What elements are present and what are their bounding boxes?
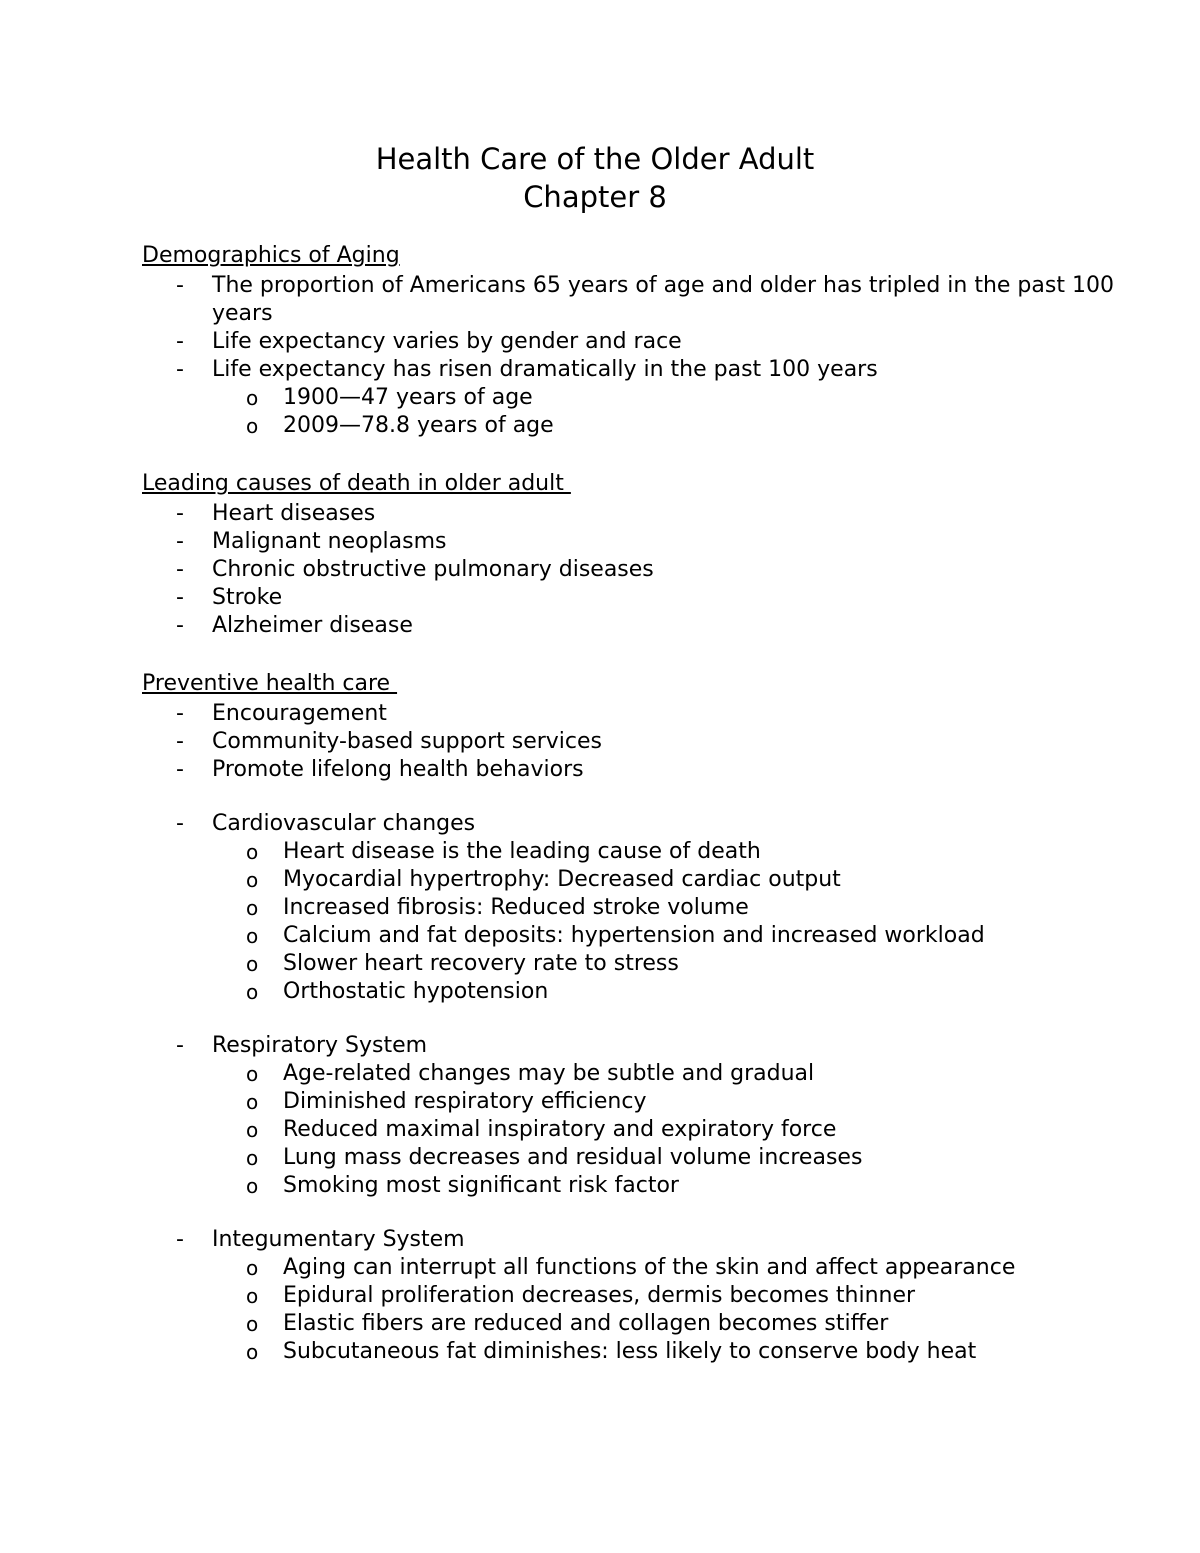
sub-list-item-text: Aging can interrupt all functions of the skin and affect appearance xyxy=(283,1255,1016,1280)
list-item-text: Malignant neoplasms xyxy=(212,529,447,554)
dash-bullet-icon: - xyxy=(176,357,184,382)
sub-list-item xyxy=(142,1172,1142,1200)
sub-list-item-text: Myocardial hypertrophy: Decreased cardiac output xyxy=(283,867,841,892)
dash-bullet-icon: - xyxy=(176,529,184,554)
circle-bullet-icon: o xyxy=(246,1146,259,1170)
dash-bullet-icon: - xyxy=(176,701,184,726)
circle-bullet-icon: o xyxy=(246,1174,259,1198)
sub-list-item xyxy=(142,412,1142,440)
dash-bullet-icon: - xyxy=(176,501,184,526)
list-item xyxy=(142,528,1142,556)
section-spacer xyxy=(142,640,1142,668)
sub-list-item xyxy=(142,1060,1142,1088)
list-item-text: Alzheimer disease xyxy=(212,613,413,638)
sub-list-item-text: Diminished respiratory efficiency xyxy=(283,1089,647,1114)
sub-list-item xyxy=(142,866,1142,894)
list-item-text: Chronic obstructive pulmonary diseases xyxy=(212,557,654,582)
sub-list-item-text: Smoking most significant risk factor xyxy=(283,1173,679,1198)
list-item-text: Life expectancy has risen dramatically in the past 100 years xyxy=(212,357,878,382)
title-block xyxy=(0,140,1190,216)
circle-bullet-icon: o xyxy=(246,414,259,438)
circle-bullet-icon: o xyxy=(246,1340,259,1364)
dash-bullet-icon: - xyxy=(176,585,184,610)
dash-bullet-icon: - xyxy=(176,811,184,836)
dash-bullet-icon: - xyxy=(176,1227,184,1252)
sub-list-item xyxy=(142,922,1142,950)
list-item-text: Cardiovascular changes xyxy=(212,811,476,836)
list-item xyxy=(142,500,1142,528)
circle-bullet-icon: o xyxy=(246,1118,259,1142)
section-heading: Preventive health care xyxy=(142,671,398,696)
sub-list-item xyxy=(142,1088,1142,1116)
sub-list-item xyxy=(142,1144,1142,1172)
list-item xyxy=(142,272,1142,328)
section-spacer xyxy=(142,440,1142,468)
dash-bullet-icon: - xyxy=(176,1033,184,1058)
list-item xyxy=(142,1226,1142,1254)
sub-list-item xyxy=(142,978,1142,1006)
list-item-text: Integumentary System xyxy=(212,1227,465,1252)
sub-list-item xyxy=(142,838,1142,866)
circle-bullet-icon: o xyxy=(246,1090,259,1114)
list-item xyxy=(142,584,1142,612)
sub-list-item-text: Subcutaneous fat diminishes: less likely to conserve body heat xyxy=(283,1339,977,1364)
sub-list-item-text: Heart disease is the leading cause of death xyxy=(283,839,761,864)
list-item xyxy=(142,700,1142,728)
sub-list-item-text: Reduced maximal inspiratory and expiratory force xyxy=(283,1117,837,1142)
list-item xyxy=(142,612,1142,640)
sub-list-item xyxy=(142,894,1142,922)
sub-list-item-text: Slower heart recovery rate to stress xyxy=(283,951,679,976)
list-item-text: The proportion of Americans 65 years of age and older has tripled in the past 100 years xyxy=(212,273,1114,326)
circle-bullet-icon: o xyxy=(246,896,259,920)
sub-list-item xyxy=(142,1338,1142,1366)
list-item-text: Promote lifelong health behaviors xyxy=(212,757,584,782)
list-item xyxy=(142,810,1142,838)
sub-list-item xyxy=(142,1310,1142,1338)
sub-list-item-text: 2009—78.8 years of age xyxy=(283,413,554,438)
sub-list-item-text: 1900—47 years of age xyxy=(283,385,533,410)
dash-bullet-icon: - xyxy=(176,757,184,782)
list-item xyxy=(142,728,1142,756)
dash-bullet-icon: - xyxy=(176,613,184,638)
sub-list-item xyxy=(142,1282,1142,1310)
list-spacer xyxy=(142,784,1142,810)
document-body xyxy=(142,240,1142,1366)
list-spacer xyxy=(142,1200,1142,1226)
circle-bullet-icon: o xyxy=(246,386,259,410)
sub-list-item-text: Increased fibrosis: Reduced stroke volume xyxy=(283,895,749,920)
dash-bullet-icon: - xyxy=(176,557,184,582)
list-item-text: Respiratory System xyxy=(212,1033,428,1058)
dash-bullet-icon: - xyxy=(176,273,184,298)
section-heading: Demographics of Aging xyxy=(142,243,400,268)
circle-bullet-icon: o xyxy=(246,952,259,976)
circle-bullet-icon: o xyxy=(246,1312,259,1336)
sub-list-item-text: Age-related changes may be subtle and gradual xyxy=(283,1061,815,1086)
circle-bullet-icon: o xyxy=(246,868,259,892)
sub-list-item-text: Epidural proliferation decreases, dermis becomes thinner xyxy=(283,1283,916,1308)
sub-list-item-text: Elastic fibers are reduced and collagen becomes stiffer xyxy=(283,1311,889,1336)
list-item xyxy=(142,1032,1142,1060)
list-item xyxy=(142,328,1142,356)
list-item-text: Community-based support services xyxy=(212,729,603,754)
circle-bullet-icon: o xyxy=(246,1284,259,1308)
bullet-list xyxy=(142,272,1142,440)
sub-list-item xyxy=(142,384,1142,412)
list-item xyxy=(142,356,1142,384)
section-heading: Leading causes of death in older adult xyxy=(142,471,571,496)
sub-list-item-text: Lung mass decreases and residual volume increases xyxy=(283,1145,863,1170)
list-item xyxy=(142,756,1142,784)
circle-bullet-icon: o xyxy=(246,1062,259,1086)
sub-list-item-text: Calcium and fat deposits: hypertension and increased workload xyxy=(283,923,985,948)
list-item-text: Encouragement xyxy=(212,701,387,726)
list-spacer xyxy=(142,1006,1142,1032)
sub-list-item xyxy=(142,1116,1142,1144)
list-item-text: Heart diseases xyxy=(212,501,376,526)
circle-bullet-icon: o xyxy=(246,1256,259,1280)
sub-list-item xyxy=(142,1254,1142,1282)
chapter-subtitle: Chapter 8 xyxy=(523,180,667,214)
list-item-text: Life expectancy varies by gender and race xyxy=(212,329,682,354)
dash-bullet-icon: - xyxy=(176,329,184,354)
document-title: Health Care of the Older Adult xyxy=(375,142,815,176)
circle-bullet-icon: o xyxy=(246,840,259,864)
circle-bullet-icon: o xyxy=(246,924,259,948)
circle-bullet-icon: o xyxy=(246,980,259,1004)
sub-list-item xyxy=(142,950,1142,978)
bullet-list xyxy=(142,700,1142,1366)
dash-bullet-icon: - xyxy=(176,729,184,754)
list-item-text: Stroke xyxy=(212,585,283,610)
bullet-list xyxy=(142,500,1142,640)
sub-list-item-text: Orthostatic hypotension xyxy=(283,979,549,1004)
list-item xyxy=(142,556,1142,584)
